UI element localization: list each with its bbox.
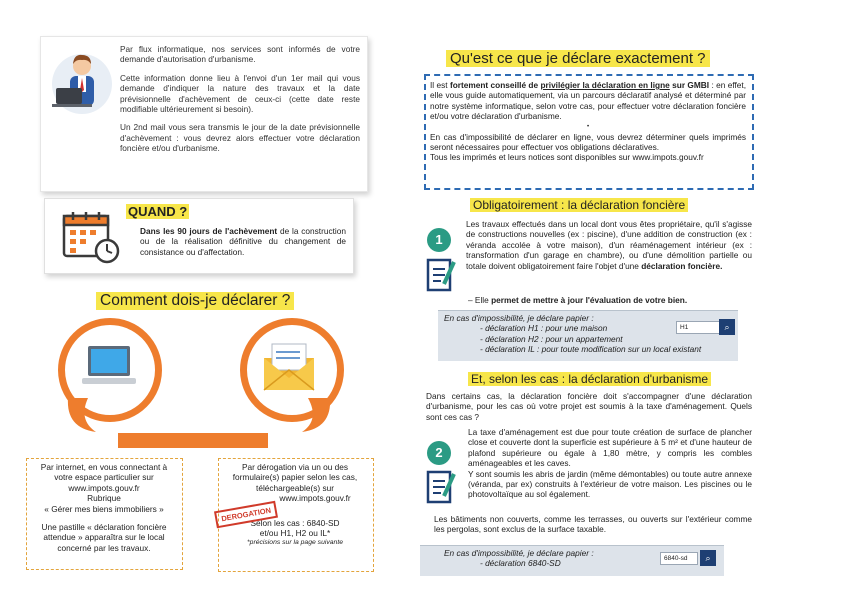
- person-laptop-icon: [48, 46, 116, 114]
- orange-divider: [118, 433, 268, 448]
- step-1-badge: 1: [427, 228, 451, 252]
- derogation-line: et/ou H1, H2 ou IL*: [259, 528, 331, 539]
- paper-item: - déclaration H1 : pour une maison: [480, 323, 608, 334]
- advice-text: : en effet, elle vous guide automatiquement, via un parcours déclaratif analysé et déterminé par notre système informatique, selon votre cas, pour effectuer votre déclaration foncière et/ou votre déclaration d'urbanisme.: [430, 80, 747, 122]
- info-paragraph-1: Par flux informatique, nos services sont informés de votre demande d'autorisation d'urbanisme.: [120, 44, 360, 65]
- internet-line: attendue » apparaîtra sur le local: [43, 532, 165, 543]
- derogation-stamp: DEROGATION: [214, 501, 278, 529]
- section2-extra: Les bâtiments non couverts, comme les terrasses, ou ouverts sur l'extérieur comme les pergolas, sont exclus de la surface taxable.: [434, 514, 752, 535]
- internet-line: Par internet, en vous connectant à: [40, 462, 168, 472]
- internet-line: Une pastille « déclaration foncière: [41, 522, 167, 533]
- advice-bullet: •: [586, 123, 590, 130]
- section2-title: Et, selon les cas : la déclaration d'urbanisme: [468, 372, 711, 386]
- search-icon[interactable]: ⌕: [700, 550, 716, 566]
- section1-title: Obligatoirement : la déclaration foncière: [470, 198, 688, 212]
- advice-bold: sur GMBI: [669, 80, 710, 90]
- envelope-icon: [260, 340, 318, 392]
- paper-item: - déclaration H2 : pour un appartement: [480, 333, 623, 344]
- section1-bold: déclaration foncière.: [641, 260, 723, 271]
- internet-line: votre espace particulier sur: [54, 472, 154, 483]
- question-title: Qu'est ce que je déclare exactement ?: [446, 50, 710, 67]
- quand-text: [140, 226, 346, 257]
- search-icon[interactable]: ⌕: [719, 319, 735, 335]
- comment-title: Comment dois-je déclarer ?: [96, 292, 294, 310]
- section2-intro: Dans certains cas, la déclaration foncière doit s'accompagner d'une déclaration d'urbanisme, pour les cas où votre projet est soumis à la taxe d'aménagement. Quels sont ces cas ?: [426, 391, 752, 422]
- internet-line: concerné par les travaux.: [57, 542, 151, 553]
- derogation-note: *précisions sur la page suivante: [247, 539, 343, 547]
- derogation-line: Selon les cas : 6840-SD: [250, 517, 340, 528]
- bubble-tail-2: [300, 398, 340, 434]
- paper-title: En cas d'impossibilité, je déclare papier :: [444, 313, 594, 323]
- internet-line: Rubrique: [87, 493, 121, 504]
- paper-6840-text: [444, 548, 594, 569]
- advice-text: En cas d'impossibilité de déclarer en ligne, vous devrez déterminer quels imprimés seront nécessaires pour effectuer vos obligations déclaratives.: [430, 131, 746, 153]
- bubble-tail-1: [58, 398, 98, 434]
- info-paragraph-2: Cette information donne lieu à l'envoi d'un 1er mail qui vous demande d'indiquer la nature des travaux et la date prévisionnelle d'achèvement de ceux-ci (cette date reste modifiable ultérieurement si besoin).: [120, 72, 360, 115]
- derogation-link[interactable]: www.impots.gouv.fr: [279, 493, 351, 504]
- form-search-field[interactable]: 6840-sd: [660, 552, 698, 565]
- clipboard-pen-icon: [424, 256, 458, 294]
- advice-text: Tous les imprimés et leurs notices sont disponibles sur www.impots.gouv.fr: [430, 152, 704, 163]
- internet-line: « Gérer mes biens immobiliers »: [44, 503, 164, 514]
- info-text: [120, 44, 360, 162]
- section2-text: [468, 427, 752, 500]
- section1-extra: [468, 295, 687, 305]
- section1-extra-dash: – Elle: [468, 295, 492, 305]
- paper-item: - déclaration 6840-SD: [480, 558, 561, 569]
- section1-text: [466, 219, 752, 271]
- section1-extra-bold: permet de mettre à jour l'évaluation de votre bien.: [491, 295, 688, 305]
- advice-bold: fortement conseillé de: [449, 80, 541, 90]
- online-advice-text: [430, 80, 746, 163]
- quand-text-bold: Dans les 90 jours de l'achèvement: [140, 226, 278, 236]
- paper-h-text: [444, 313, 701, 355]
- calendar-clock-icon: [60, 210, 124, 266]
- derogation-line: formulaire(s) papier selon les cas,: [232, 472, 358, 483]
- info-paragraph-3: Un 2nd mail vous sera transmis le jour de la date prévisionnelle d'achèvement : vous devrez alors effectuer votre déclaration foncière et/ou d'urbanisme.: [120, 122, 360, 154]
- derogation-line: Par dérogation via un ou des: [241, 462, 349, 472]
- section2-paragraph: Y sont soumis les abris de jardin (même démontables) ou toute autre annexe (véranda, par ex) construits à l'extérieur de votre maison. Les piscines ou le photovoltaïque au sol également.: [468, 468, 752, 500]
- quand-title: QUAND ?: [128, 204, 188, 219]
- internet-link[interactable]: www.impots.gouv.fr: [68, 482, 140, 493]
- paper-title: En cas d'impossibilité, je déclare papier :: [444, 548, 594, 558]
- internet-text: [28, 462, 180, 553]
- section1-body: Les travaux effectués dans un local dont vous êtes propriétaire, qu'il s'agisse de constructions nouvelles (ex : piscine), d'une addition de construction (ex : véranda accolée à votre maison), d'un réaménagement intérieur (ex : transformation d'un garage en chambre), ou d'une démolition partielle ou totale doivent obligatoirement faire l'objet d'une: [466, 219, 752, 271]
- quand-text-rest: de la construction ou de la réalisation définitive du changement de consistance ou d'affectation.: [140, 226, 346, 257]
- laptop-icon: [80, 342, 138, 390]
- form-search-field[interactable]: H1: [676, 321, 720, 334]
- step-2-badge: 2: [427, 441, 451, 465]
- advice-text: Il est: [430, 80, 450, 90]
- derogation-line: téléchargeable(s) sur: [256, 482, 334, 493]
- section2-paragraph: La taxe d'aménagement est due pour toute création de surface de plancher close et couverte dont la superficie est supérieure à 5 m² et d'une hauteur de plafond supérieure ou égale à 1,80 mètre, y compris les combles aménageables et les caves.: [468, 427, 752, 469]
- paper-item: - déclaration IL : pour toute modification sur un local existant: [480, 344, 702, 355]
- advice-underline: privilégier la déclaration en ligne: [540, 80, 670, 90]
- clipboard-pen-icon: [424, 468, 458, 506]
